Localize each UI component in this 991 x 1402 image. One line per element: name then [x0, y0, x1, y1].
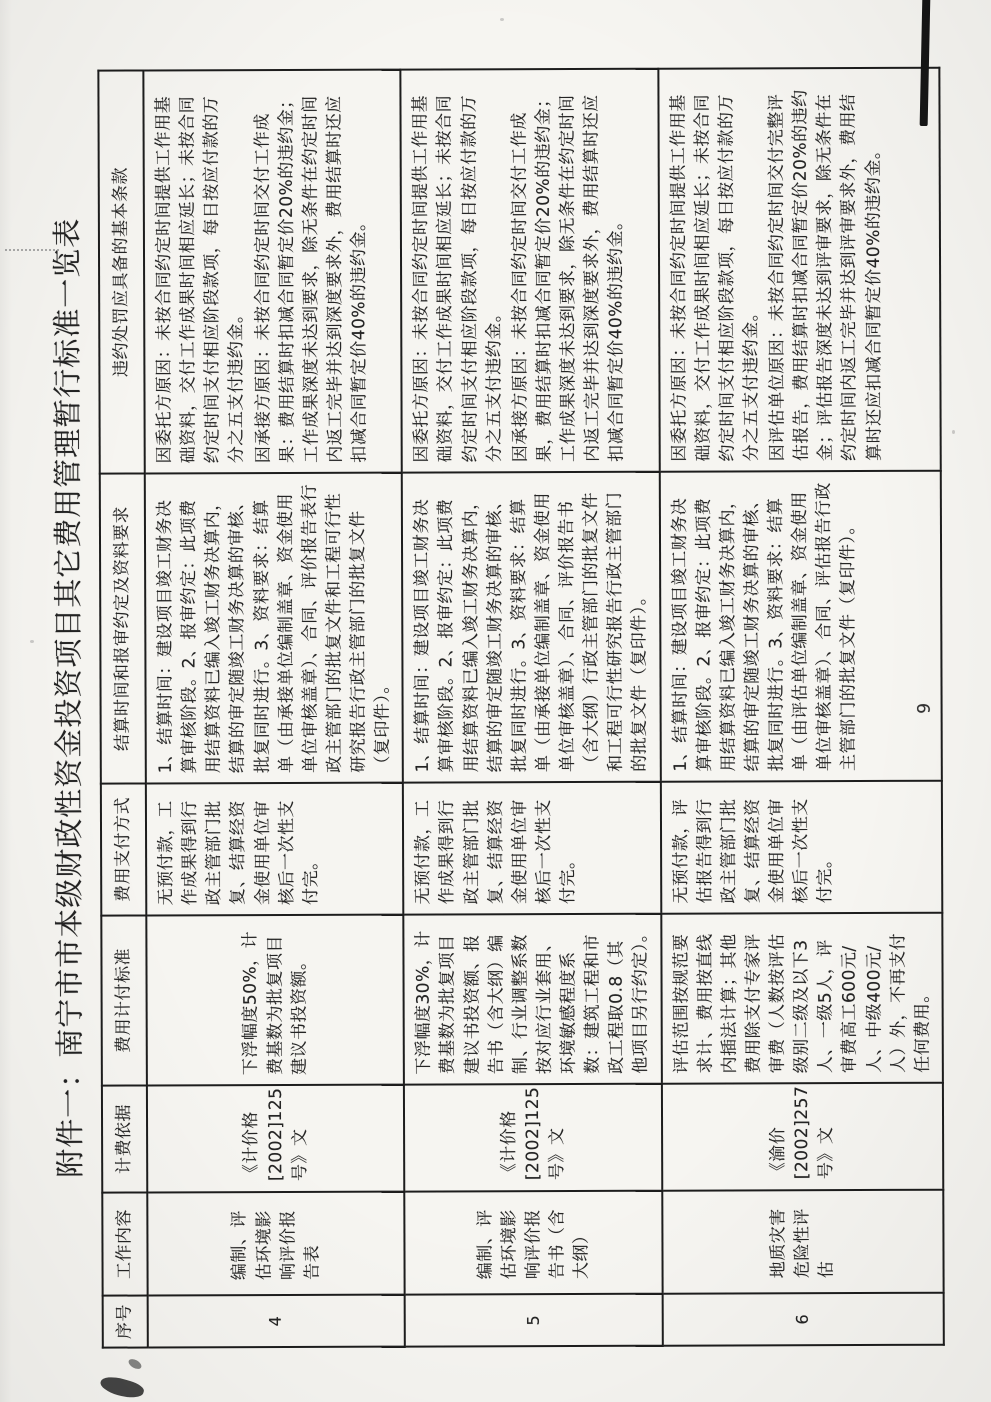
page-number: 9 — [914, 702, 935, 714]
row5-settlement-requirements: 1、结算时间：建设项目竣工财务决算审核阶段。2、报审约定：此项费用结算资料已编入竣工财务决算内，结算的审定随竣工财务决算的审核、批复同时进行。3、资料要求：结算单（由承接单位编制盖章、资金使用单位审核盖章）、合同、评价报告书（含大纲）行政主管部门的批复文件和工程可行性研究报告行政主管部门的批复文件（复印件）。 — [402, 472, 660, 783]
header-payment-method: 费用支付方式 — [101, 783, 146, 915]
table-row — [658, 68, 944, 1346]
row5-billing-basis: 《计价格[2002]125号》文 — [404, 1084, 662, 1192]
header-settlement-requirements: 结算时间和报审约定及资料要求 — [100, 473, 146, 783]
row6-fee-standard: 评估范围按规范要求计、费用按直线内插法计算；其他费用除支付专家评审费（人数按评估级别二级及以下3人、一级5人，评审费高工600元/人、中级400元/人）外，不再支付任何费用。 — [661, 913, 943, 1084]
row4-serial-number: 4 — [148, 1295, 405, 1348]
row5-serial-number: 5 — [405, 1294, 662, 1347]
row4-penalty-contractor-cause: 因承接方原因：未按合同约定时间交付工作成果：费用结算时扣减合同暂定价20%的违约金；工作成果深度未达到要求，除无条件在约定时间内返工完毕并达到深度要求外，费用结算时还应扣减合同暂定价40%的违约金。 — [252, 91, 370, 464]
document-title: 附件一：南宁市市本级财政性资金投资项目其它费用管理暂行标准一览表 — [49, 217, 88, 1178]
row5-payment-method: 无预付款，工作成果得到行政主管部门批复、结算经资金使用单位审核后一次性支付完。 — [403, 782, 661, 915]
row6-work-content: 地质灾害危险性评估 — [662, 1190, 944, 1294]
table-header-row — [98, 70, 147, 1347]
row6-penalty-clauses — [658, 68, 941, 472]
header-serial-number: 序号 — [103, 1295, 148, 1347]
row6-settlement-requirements: 1、结算时间：建设项目竣工财务决算审核阶段。2、报审约定：此项费用结算资料已编入竣工财务决算内，结算的审定随竣工财务决算的审核、批复同时进行。3、资料要求：结算单（由评估单位编制盖章、资金使用单位审核盖章）、合同、评估报告行政主管部门的批复文件（复印件）。 — [659, 471, 941, 782]
row6-penalty-client-cause: 因委托方原因：未按合同约定时间提供工作用基础资料，交付工作成果时间相应延长；未按合同约定时间支付相应阶段款项，每日按应付款的万分之五支付违约金。 — [667, 93, 762, 462]
fee-standards-table — [97, 67, 944, 1349]
row4-billing-basis: 《计价格[2002]125号》文 — [147, 1085, 405, 1193]
row4-penalty-clauses — [143, 70, 402, 474]
row4-penalty-client-cause: 因委托方原因：未按合同约定时间提供工作用基础资料，交付工作成果时间相应延长；未按合同约定时间支付相应阶段款项，每日按应付款的万分之五支付违约金。 — [153, 95, 248, 464]
row5-fee-standard: 下浮幅度30%，计费基数为批复项目建议书投资额、报告书（含大纲）编制、行业调整系数按对应行业套用、环境敏感程度系数：建筑工程和市政工程取0.8（其他项目另行约定）。 — [404, 914, 662, 1085]
row5-work-content: 编制、评估环境影响评价报告书（含大纲） — [405, 1191, 663, 1295]
row4-fee-standard: 下浮幅度50%，计费基数为批复项目建议书投资额。 — [146, 915, 404, 1086]
row4-settlement-requirements: 1、结算时间：建设项目竣工财务决算审核阶段。2、报审约定：此项费用结算资料已编入竣工财务决算内，结算的审定随竣工财务决算的审核、批复同时进行。3、资料要求：结算单（由承接单位编制盖章、资金使用单位审核盖章）、合同、评价报告表行政主管部门的批复文件和工程可行性研究报告行政主管部门的批复文件（复印件）。 — [145, 473, 403, 784]
row5-penalty-contractor-cause: 因承接方原因：未按合同约定时间交付工作成果，费用结算时扣减合同暂定价20%的违约金；工作成果深度未达到要求，除无条件在约定时间内返工完毕并达到深度要求外，费用结算时还应扣减合同暂定价40%的违约金。 — [509, 90, 627, 463]
table-row — [143, 70, 405, 1348]
row6-billing-basis: 《渝价[2002]257号》文 — [661, 1083, 943, 1191]
row6-serial-number: 6 — [662, 1293, 944, 1346]
header-work-content: 工作内容 — [102, 1192, 147, 1295]
row4-payment-method: 无预付款，工作成果得到行政主管部门批复、结算经资金使用单位审核后一次性支付完。 — [146, 783, 404, 916]
header-fee-standard: 费用计付标准 — [101, 915, 147, 1085]
row6-payment-method: 无预付款，评估报告得到行政主管部门批复、结算经资金使用单位审核后一次性支付完。 — [660, 781, 942, 914]
table-row — [401, 69, 663, 1347]
row4-work-content: 编制、评估环境影响评价报告表 — [147, 1192, 405, 1296]
row5-penalty-client-cause: 因委托方原因：未按合同约定时间提供工作用基础资料，交付工作成果时间相应延长；未按合同约定时间支付相应阶段款项，每日按应付款的万分之五支付违约金。 — [410, 94, 505, 463]
header-penalty-clauses: 违约处罚应具备的基本条款 — [98, 70, 144, 473]
row5-penalty-clauses — [401, 69, 660, 473]
row6-penalty-assessor-cause: 因评估单位原因：未按合同约定时间交付完整评估报告，费用结算时扣减合同暂定价20%的违约金；评估报告深度未达到评审要求，除无条件在约定时间内返工完毕并达到评审要求外，费用结算时还应扣减合同暂定价40%的违约金。 — [766, 89, 885, 462]
header-billing-basis: 计费依据 — [102, 1085, 147, 1192]
